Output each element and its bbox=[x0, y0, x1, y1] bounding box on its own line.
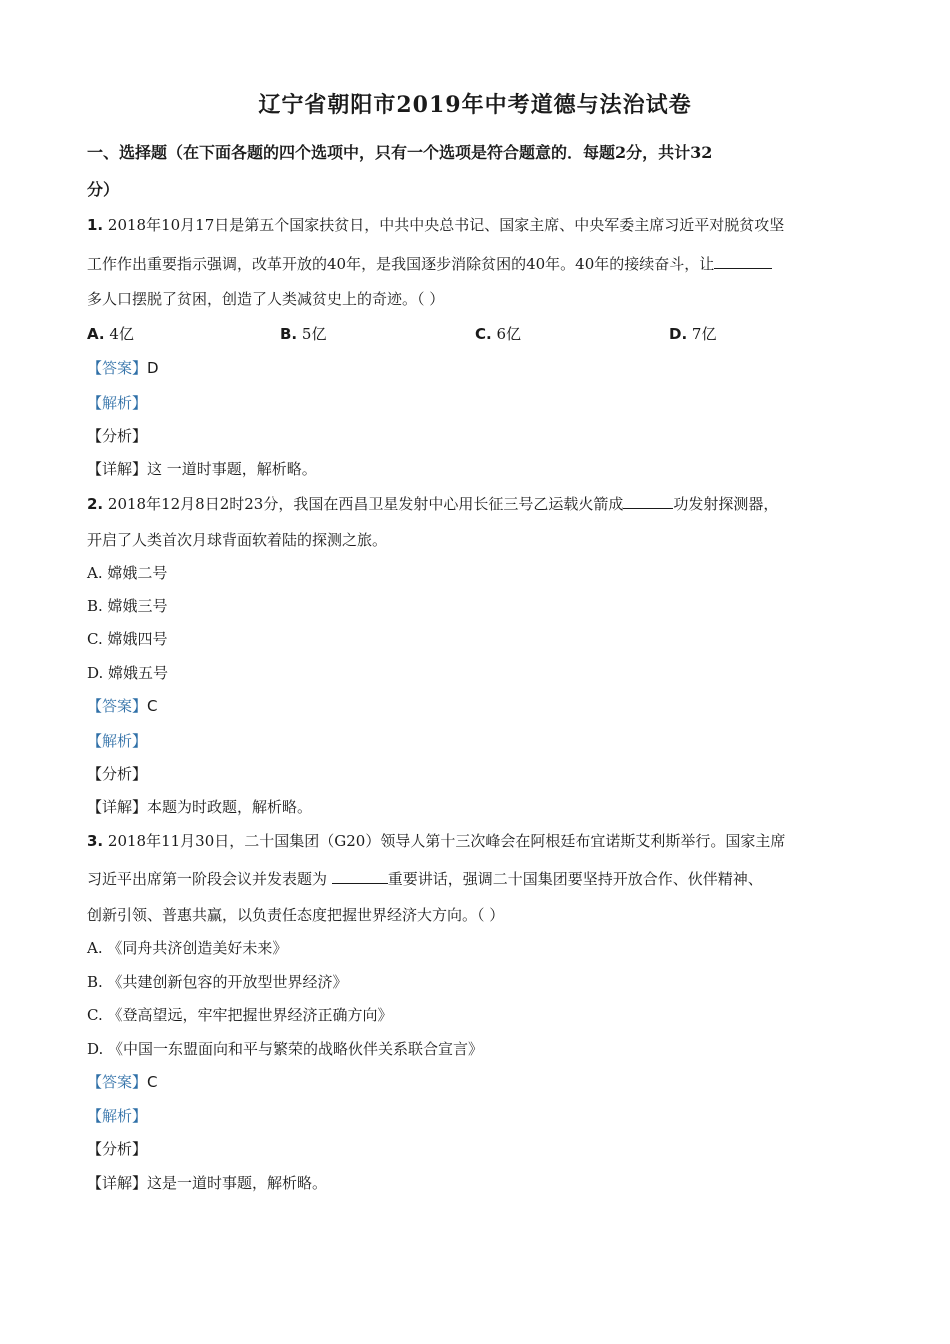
option-c[interactable]: C. 嫦娥四号 bbox=[87, 630, 168, 648]
option-c[interactable]: C. 6亿 bbox=[475, 325, 522, 343]
question-3-jiexi: 【解析】 bbox=[87, 1107, 148, 1125]
question-1-number: 1. bbox=[87, 216, 104, 234]
option-a[interactable]: A. 4亿 bbox=[87, 325, 134, 343]
question-1-line2 bbox=[87, 254, 772, 274]
answer-blank bbox=[714, 254, 772, 269]
answer-value: D bbox=[147, 359, 159, 377]
section-heading-line1: 一、选择题（在下面各题的四个选项中，只有一个选项是符合题意的．每题2分，共计32 bbox=[87, 143, 713, 162]
option-a[interactable]: A. 嫦娥二号 bbox=[87, 564, 168, 582]
question-2-answer: 【答案】C bbox=[87, 697, 158, 715]
question-2-line1: 2. 2018年12月8日2时23分，我国在西昌卫星发射中心用长征三号乙运载火箭成 功发射探测器， bbox=[87, 495, 779, 513]
page-title: 辽宁省朝阳市2019年中考道德与法治试卷 bbox=[258, 92, 692, 118]
question-2-detail: 【详解】本题为时政题，解析略。 bbox=[87, 798, 313, 816]
section-heading-line2: 分） bbox=[87, 180, 120, 199]
answer-value: C bbox=[147, 1073, 158, 1091]
option-c[interactable]: C. 《登高望远，牢牢把握世界经济正确方向》 bbox=[87, 1006, 393, 1024]
option-d[interactable]: D. 嫦娥五号 bbox=[87, 664, 169, 682]
option-d[interactable]: D. 《中国一东盟面向和平与繁荣的战略伙伴关系联合宣言》 bbox=[87, 1040, 484, 1058]
question-1-text-2: 工作作出重要指示强调，改革开放的40年，是我国逐步消除贫困的40年。40年的接续奋斗，让 bbox=[87, 255, 715, 273]
question-1-line1 bbox=[87, 215, 784, 235]
question-3-number: 3. bbox=[87, 832, 104, 850]
question-3-answer: 【答案】C bbox=[87, 1073, 158, 1091]
answer-blank bbox=[332, 869, 388, 884]
answer-blank bbox=[623, 494, 673, 509]
question-2-fenxi: 【分析】 bbox=[87, 765, 148, 783]
question-1-detail: 【详解】这 一道时事题，解析略。 bbox=[87, 460, 317, 478]
option-b[interactable]: B. 嫦娥三号 bbox=[87, 597, 168, 615]
option-d[interactable]: D. 7亿 bbox=[669, 325, 717, 343]
question-2-line2: 开启了人类首次月球背面软着陆的探测之旅。 bbox=[87, 531, 388, 549]
question-2-jiexi: 【解析】 bbox=[87, 732, 148, 750]
question-3-line1: 3. 2018年11月30日，二十国集团（G20）领导人第十三次峰会在阿根廷布宜诺斯艾利斯举行。国家主席 bbox=[87, 832, 786, 850]
question-1-fenxi: 【分析】 bbox=[87, 427, 148, 445]
question-3-detail: 【详解】这是一道时事题，解析略。 bbox=[87, 1174, 328, 1192]
question-3-line3: 创新引领、普惠共赢，以负责任态度把握世界经济大方向。（ ） bbox=[87, 906, 505, 924]
question-2-number: 2. bbox=[87, 495, 104, 513]
question-1-jiexi: 【解析】 bbox=[87, 394, 148, 412]
question-1-answer: 【答案】D bbox=[87, 359, 159, 377]
question-1-line3: 多人口摆脱了贫困，创造了人类减贫史上的奇迹。（ ） bbox=[87, 290, 445, 308]
option-b[interactable]: B. 5亿 bbox=[280, 325, 327, 343]
question-3-fenxi: 【分析】 bbox=[87, 1140, 148, 1158]
option-b[interactable]: B. 《共建创新包容的开放型世界经济》 bbox=[87, 973, 348, 991]
question-3-line2: 习近平出席第一阶段会议并发表题为 重要讲话，强调二十国集团要坚持开放合作、伙伴精神、 bbox=[87, 870, 763, 888]
question-1-text: 2018年10月17日是第五个国家扶贫日，中共中央总书记、国家主席、中央军委主席习近平对脱贫攻坚 bbox=[103, 216, 785, 234]
answer-value: C bbox=[147, 697, 158, 715]
option-a[interactable]: A. 《同舟共济创造美好未来》 bbox=[87, 939, 288, 957]
